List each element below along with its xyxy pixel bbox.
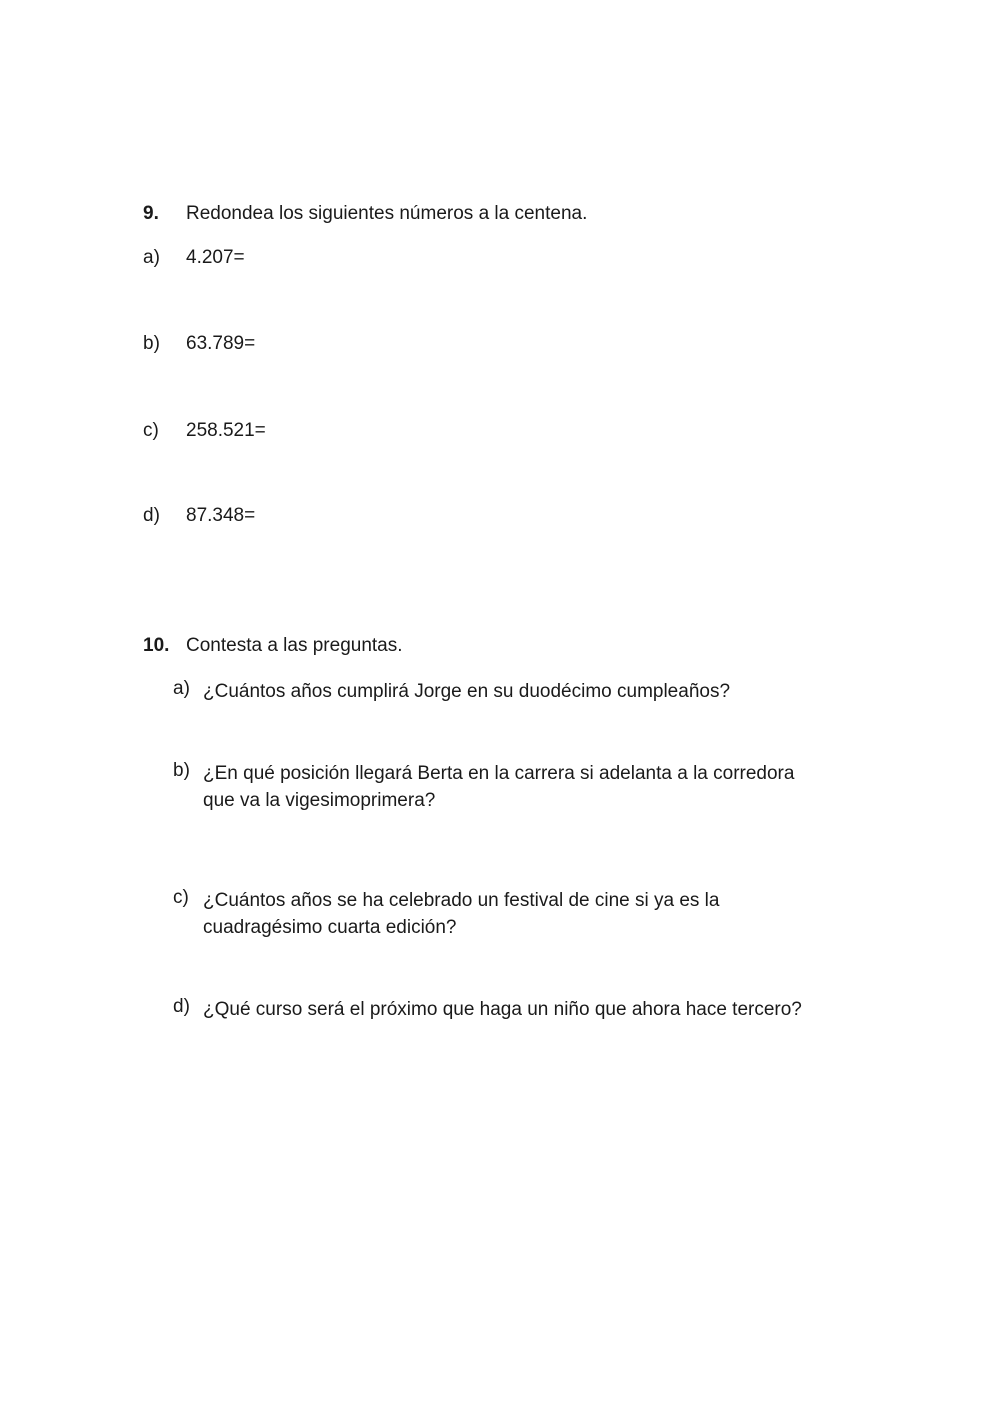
item-text: 63.789= — [186, 333, 256, 354]
item-marker: d) — [143, 505, 160, 526]
item-text-continued: que va la vigesimoprimera? — [203, 790, 436, 811]
item-text: 258.521= — [186, 420, 266, 441]
item-marker: b) — [143, 333, 160, 354]
item-marker: c) — [143, 420, 159, 441]
exercise-number: 9. — [143, 203, 159, 224]
item-marker: a) — [143, 247, 160, 268]
exercise-instruction: Contesta a las preguntas. — [186, 635, 403, 656]
item-marker: b) — [173, 760, 190, 781]
item-text: ¿Cuántos años cumplirá Jorge en su duodécimo cumpleaños? — [203, 681, 731, 702]
item-text-continued: cuadragésimo cuarta edición? — [203, 917, 457, 938]
item-text: ¿Cuántos años se ha celebrado un festival de cine si ya es la — [203, 890, 720, 911]
item-marker: a) — [173, 678, 190, 699]
item-marker: d) — [173, 996, 190, 1017]
exercise-number: 10. — [143, 635, 170, 656]
exercise-instruction: Redondea los siguientes números a la centena. — [186, 203, 588, 224]
item-marker: c) — [173, 887, 189, 908]
item-text: 87.348= — [186, 505, 256, 526]
item-text: ¿Qué curso será el próximo que haga un niño que ahora hace tercero? — [203, 999, 802, 1020]
item-text: ¿En qué posición llegará Berta en la carrera si adelanta a la corredora — [203, 763, 795, 784]
item-text: 4.207= — [186, 247, 245, 268]
